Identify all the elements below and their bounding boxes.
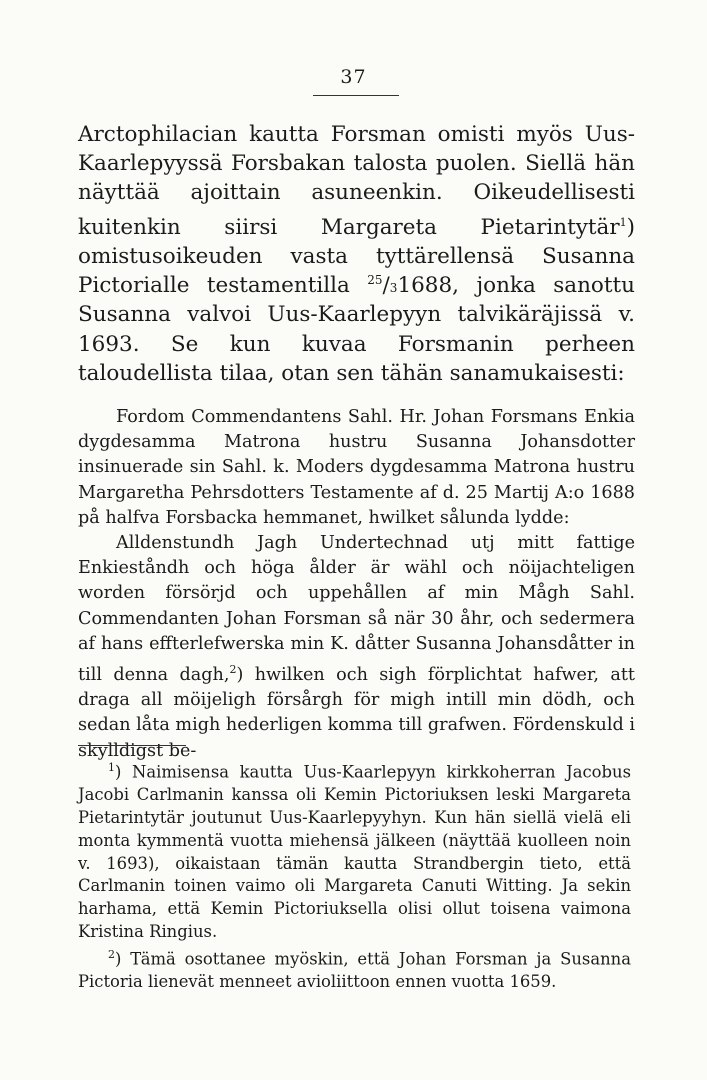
date-superscript: 25 bbox=[367, 273, 383, 288]
page-number: 37 bbox=[340, 66, 367, 88]
footnote-2 bbox=[78, 944, 631, 994]
body-part-2: ) omistusoikeuden vasta tyttärellensä Susanna Pictorialle testamentilla bbox=[78, 214, 635, 299]
body-part-1: Arctophilacian kautta Forsman omisti myös Uus-Kaarlepyyssä Forsbakan talosta puolen. Siellä hän näyttää ajoittain asuneenkin. Oikeudellisesti kuitenkin siirsi Margareta Pietarintytär bbox=[78, 122, 635, 240]
quote-paragraph-1: Fordom Commendantens Sahl. Hr. Johan Forsmans Enkia dygdesamma Matrona hustru Susanna Johansdotter insinuerade sin Sahl. k. Moders dygdesamma Matrona hustru Margaretha Pehrsdotters Testamente af d. 25 Martij A:o 1688 på halfva Forsbacka hemmanet, hwilket sålunda lydde: bbox=[78, 407, 635, 528]
footnote-marker-2: 2 bbox=[108, 947, 115, 961]
footnote-text-2: ) Tämä osottanee myöskin, että Johan Forsman ja Susanna Pictoria lienevät menneet avioliittoon ennen vuotta 1659. bbox=[78, 949, 631, 992]
footnote-text-1: ) Naimisensa kautta Uus-Kaarlepyyn kirkkoherran Jacobus Jacobi Carlmanin kanssa oli Kemin Pictoriuksen leski Margareta Pietarintytär joutunut Uus-Kaarlepyyhyn. Kun hän siellä vielä eli monta kymmentä vuotta miehensä jälkeen (näyttää kuolleen noin v. 1693), oikaistaan tämän kautta Strandbergin tieto, että Carlmanin toinen vaimo oli Margareta Canuti Witting. Ja sekin harhama, että Kemin Pictoriuksella olisi ollut toisena vaimona Kristina Ringius. bbox=[78, 762, 631, 942]
body-paragraph bbox=[78, 120, 635, 388]
date-subscript: 3 bbox=[389, 281, 398, 296]
body-text bbox=[78, 120, 635, 388]
footnote-ref-1: 1 bbox=[619, 215, 627, 229]
footnote-marker-1: 1 bbox=[108, 761, 115, 774]
date-slash: / bbox=[382, 273, 390, 299]
quote-paragraph-2-a: Alldenstundh Jagh Undertechnad utj mitt fattige Enkieståndh och höga ålder är wähl och nöijachteligen worden försörjd och uppehållen af min Mågh Sahl. Commendanten Johan Forsman så när 30 åhr, och sedermera af hans effterlefwerska min K. dåtter Susanna Johansdåtter in till denna dagh, bbox=[78, 533, 635, 685]
footnotes bbox=[78, 757, 631, 994]
footnote-separator bbox=[78, 745, 186, 746]
quote-paragraph-2 bbox=[78, 531, 635, 764]
body-part-3: 1688, jonka sanottu Susanna valvoi Uus-Kaarlepyyn talvikäräjissä v. 1693. Se kun kuvaa Forsmanin perheen taloudellista tilaa, otan sen tähän sanamukaisesti: bbox=[78, 273, 636, 386]
quoted-testament bbox=[78, 405, 635, 764]
footnote-1 bbox=[78, 757, 631, 944]
quote-paragraph-2-b: ) hwilken och sigh förplichtat hafwer, att draga all möijeligh försårgh för migh intill min dödh, och sedan låta migh hederligen komma till grafwen. Fördenskuld i skylldigst be- bbox=[78, 664, 635, 761]
footnote-ref-2: 2 bbox=[229, 663, 237, 677]
page-number-rule bbox=[313, 95, 399, 96]
